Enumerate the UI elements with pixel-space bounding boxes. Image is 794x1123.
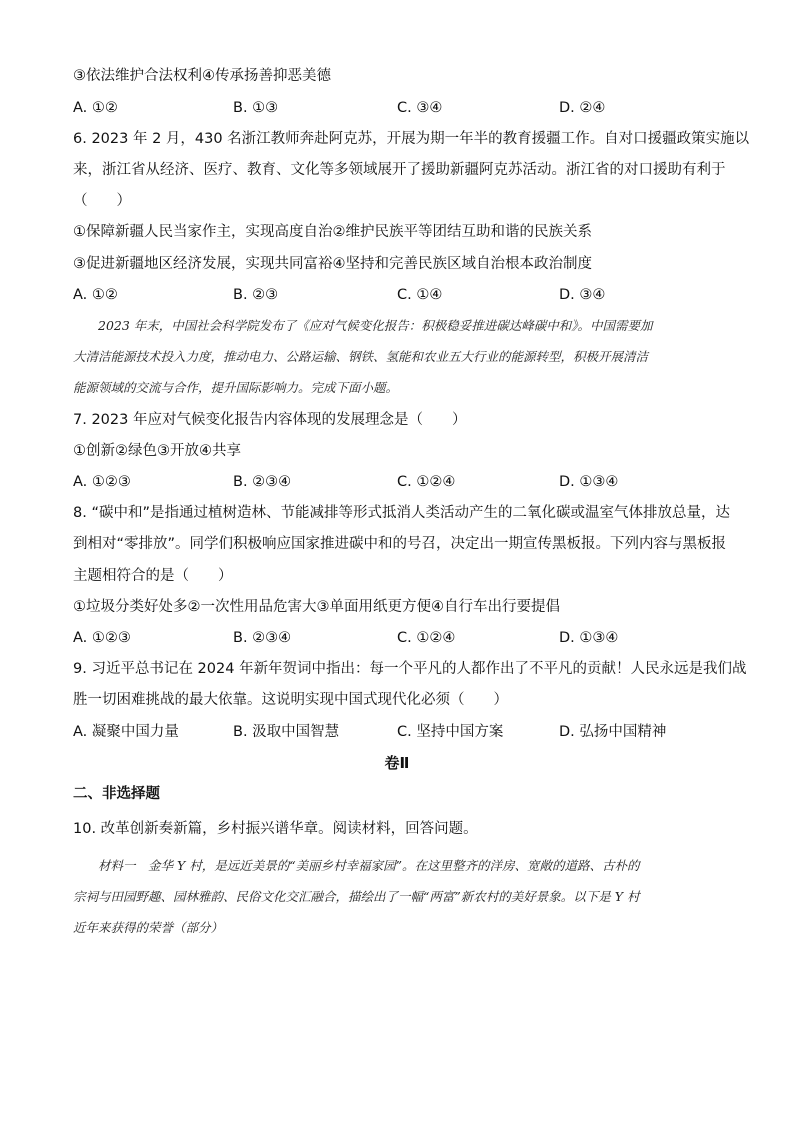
question-7-options <box>73 472 733 492</box>
material-2-line-2: 宗祠与田园野趣、园林雅韵、民俗文化交汇融合，描绘出了一幅“两富”新农村的美好景象。以下是 Y 村 <box>73 889 640 904</box>
option-b: B. 汲取中国智慧 <box>233 724 340 740</box>
option-c: C. 坚持中国方案 <box>397 724 504 740</box>
material-1-line-2: 大清洁能源技术投入力度，推动电力、公路运输、钢铁、氢能和农业五大行业的能源转型，积极开展清洁 <box>73 349 649 364</box>
question-6-options <box>73 285 733 305</box>
option-a: A. ①② <box>73 100 118 116</box>
question-6-statements-2: ③促进新疆地区经济发展，实现共同富裕④坚持和完善民族区域自治根本政治制度 <box>73 256 592 272</box>
option-d: D. ①③④ <box>559 630 619 646</box>
question-9-line-2: 胜一切困难挑战的最大依靠。这说明实现中国式现代化必须（ ） <box>73 692 508 708</box>
question-9-line-1: 9. 习近平总书记在 2024 年新年贺词中指出：每一个平凡的人都作出了不平凡的贡献！人民永远是我们战 <box>73 661 747 677</box>
option-a: A. ①②③ <box>73 474 131 490</box>
question-8-line-3: 主题相符合的是（ ） <box>73 568 233 584</box>
option-a: A. 凝聚中国力量 <box>73 724 179 740</box>
material-2-line-3: 近年来获得的荣誉（部分） <box>73 920 224 935</box>
option-c: C. ①②④ <box>397 474 456 490</box>
question-6-line-3: （ ） <box>73 193 131 209</box>
option-d: D. ②④ <box>559 100 606 116</box>
question-7-statements: ①创新②绿色③开放④共享 <box>73 443 241 459</box>
option-a: A. ①②③ <box>73 630 131 646</box>
option-b: B. ②③④ <box>233 474 292 490</box>
option-d: D. 弘扬中国精神 <box>559 724 667 740</box>
material-1-line-3: 能源领域的交流与合作，提升国际影响力。完成下面小题。 <box>73 380 399 395</box>
question-9-options <box>73 722 733 742</box>
question-10: 10. 改革创新奏新篇，乡村振兴谱华章。阅读材料，回答问题。 <box>73 821 478 837</box>
option-a: A. ①② <box>73 287 118 303</box>
question-8-statements: ①垃圾分类好处多②一次性用品危害大③单面用纸更方便④自行车出行要提倡 <box>73 599 560 615</box>
question-6-line-1: 6. 2023 年 2 月，430 名浙江教师奔赴阿克苏，开展为期一年半的教育援疆工作。自对口援疆政策实施以 <box>73 131 750 147</box>
question-5-statements: ③依法维护合法权利④传承扬善抑恶美德 <box>73 68 331 84</box>
option-b: B. ②③④ <box>233 630 292 646</box>
question-8-options <box>73 628 733 648</box>
question-7: 7. 2023 年应对气候变化报告内容体现的发展理念是（ ） <box>73 412 467 428</box>
option-d: D. ③④ <box>559 287 606 303</box>
question-6-statements-1: ①保障新疆人民当家作主，实现高度自治②维护民族平等团结互助和谐的民族关系 <box>73 224 592 240</box>
option-c: C. ①④ <box>397 287 443 303</box>
question-6-line-2: 来，浙江省从经济、医疗、教育、文化等多领域展开了援助新疆阿克苏活动。浙江省的对口援助有利于 <box>73 162 726 178</box>
option-b: B. ①③ <box>233 100 279 116</box>
question-5-options <box>73 98 733 118</box>
material-2-line-1: 材料一 金华 Y 村，是远近美景的“美丽乡村幸福家园”。在这里整齐的洋房、宽敞的道路、古朴的 <box>73 858 640 873</box>
question-8-line-1: 8. “碳中和”是指通过植树造林、节能减排等形式抵消人类活动产生的二氧化碳或温室气体排放总量，达 <box>73 505 730 521</box>
question-8-line-2: 到相对“零排放”。同学们积极响应国家推进碳中和的号召，决定出一期宣传黑板报。下列内容与黑板报 <box>73 536 727 552</box>
option-b: B. ②③ <box>233 287 279 303</box>
volume-2-heading: 卷Ⅱ <box>384 754 410 772</box>
option-c: C. ③④ <box>397 100 443 116</box>
material-1-line-1: 2023 年末，中国社会科学院发布了《应对气候变化报告：积极稳妥推进碳达峰碳中和》。中国需要加 <box>73 318 653 333</box>
option-c: C. ①②④ <box>397 630 456 646</box>
option-d: D. ①③④ <box>559 474 619 490</box>
section-2-heading: 二、非选择题 <box>73 786 160 802</box>
